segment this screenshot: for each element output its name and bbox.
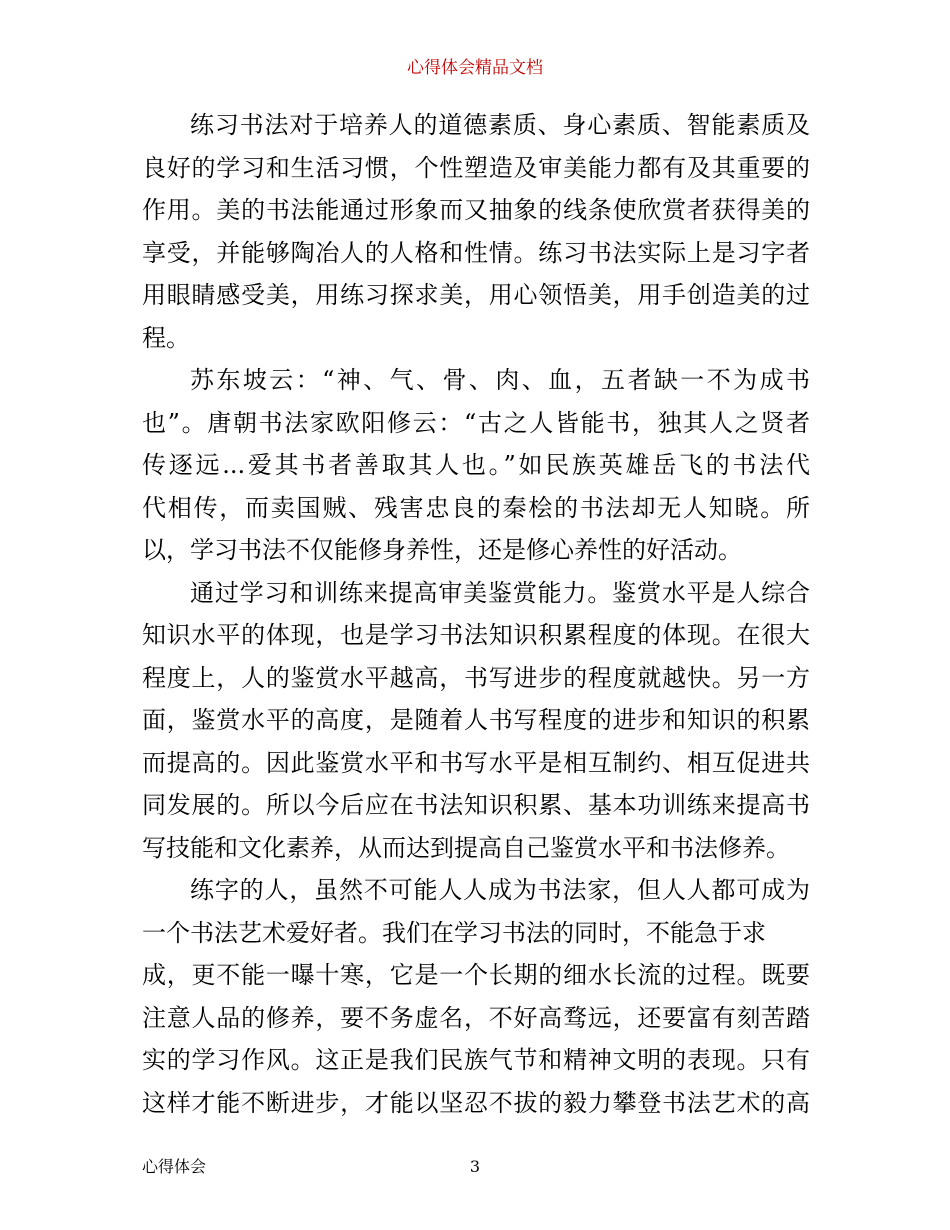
text-line: 享受，并能够陶冶人的人格和性情。练习书法实际上是习字者 [142, 238, 810, 267]
text-line: 作用。美的书法能通过形象而又抽象的线条使欣赏者获得美的 [142, 196, 810, 224]
text-line: 传逐远...爱其书者善取其人也。”如民族英雄岳飞的书法代 [142, 451, 810, 479]
text-line: 练字的人，虽然不可能人人成为书法家，但人人都可成为 [190, 876, 810, 904]
text-line: 实的学习作风。这正是我们民族气节和精神文明的表现。只有 [142, 1046, 810, 1074]
text-line: 而提高的。因此鉴赏水平和书写水平是相互制约、相互促进共 [142, 748, 810, 777]
text-line: 代相传，而卖国贼、残害忠良的秦桧的书法却无人知晓。所 [142, 493, 810, 522]
text-line: 通过学习和训练来提高审美鉴赏能力。鉴赏水平是人综合 [190, 578, 810, 607]
text-line: 练习书法对于培养人的道德素质、身心素质、智能素质及 [190, 111, 810, 139]
text-line: 程度上，人的鉴赏水平越高，书写进步的程度就越快。另一方 [142, 663, 810, 692]
document-body [142, 104, 810, 1124]
text-line: 成，更不能一曝十寒，它是一个长期的细水长流的过程。既要 [142, 961, 810, 989]
text-line: 写技能和文化素养，从而达到提高自己鉴赏水平和书法修养。 [142, 833, 790, 862]
text-line: 程。 [142, 323, 190, 352]
page-number: 3 [469, 1157, 481, 1176]
page-header-title: 心得体会精品文档 [407, 58, 543, 78]
text-line: 知识水平的体现，也是学习书法知识积累程度的体现。在很大 [142, 621, 810, 649]
text-line: 苏东坡云：“神、气、骨、肉、血，五者缺一不为成书 [190, 366, 810, 394]
text-line: 同发展的。所以今后应在书法知识积累、基本功训练来提高书 [142, 791, 810, 819]
text-line: 注意人品的修养，要不务虚名，不好高骛远，还要富有刻苦踏 [142, 1003, 810, 1032]
text-line: 良好的学习和生活习惯，个性塑造及审美能力都有及其重要的 [142, 153, 810, 182]
text-line: 面，鉴赏水平的高度，是随着人书写程度的进步和知识的积累 [142, 706, 810, 734]
text-line: 用眼睛感受美，用练习探求美，用心领悟美，用手创造美的过 [142, 281, 810, 309]
footer-label: 心得体会 [142, 1157, 207, 1176]
text-line: 这样才能不断进步，才能以坚忍不拔的毅力攀登书法艺术的高 [142, 1088, 810, 1117]
text-line: 也”。唐朝书法家欧阳修云：“古之人皆能书，独其人之贤者 [142, 408, 810, 437]
text-line: 一个书法艺术爱好者。我们在学习书法的同时，不能急于求 [142, 918, 766, 947]
text-line: 以，学习书法不仅能修身养性，还是修心养性的好活动。 [142, 536, 742, 564]
